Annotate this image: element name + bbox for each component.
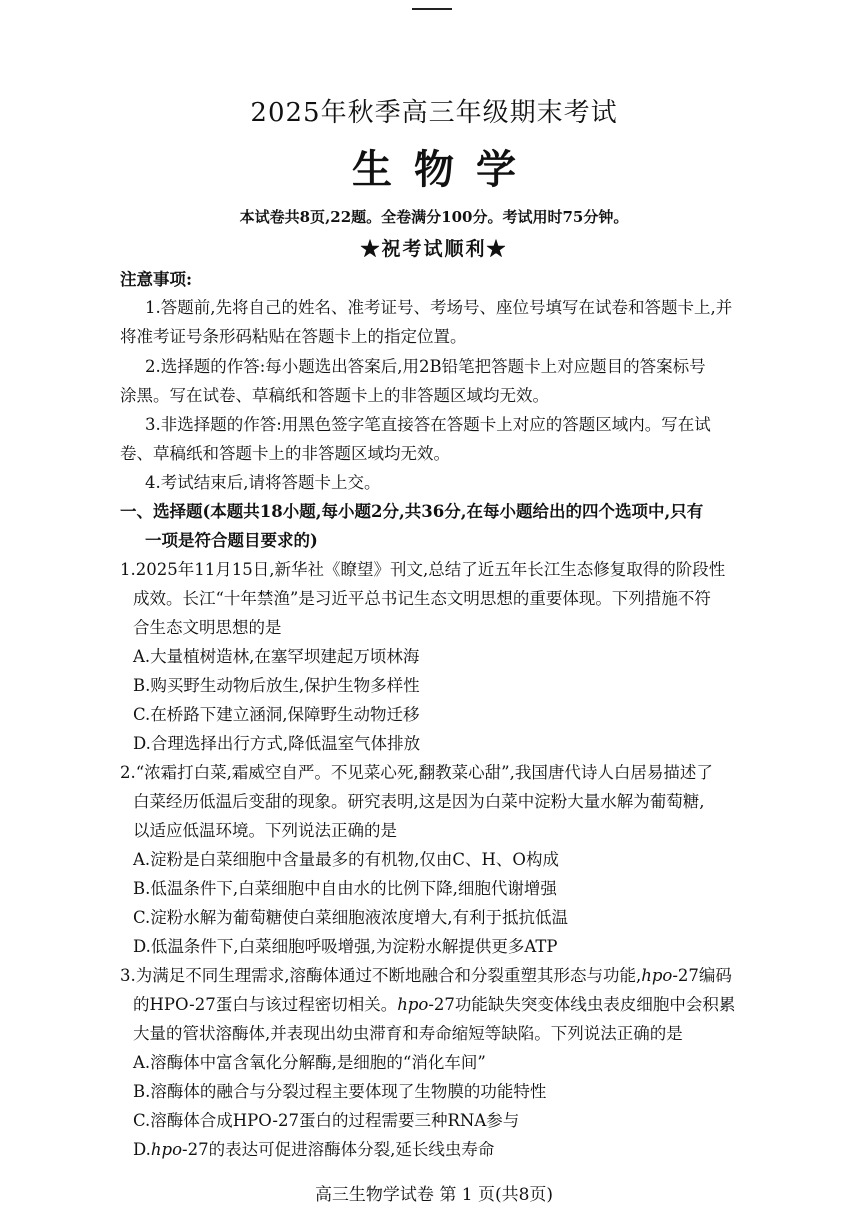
q2-stem-line-1: 2.“浓霜打白菜,霜威空自严。不见菜心死,翻教菜心甜”,我国唐代诗人白居易描述了 xyxy=(120,763,713,782)
note-3-line-1: 3.非选择题的作答:用黑色签字笔直接答在答题卡上对应的答题区域内。写在试 xyxy=(145,415,711,434)
q3-stem-line-1 xyxy=(120,964,732,988)
gene-name: hpo xyxy=(150,1140,183,1159)
q2-option-c: C.淀粉水解为葡萄糖使白菜细胞液浓度增大,有利于抵抗低温 xyxy=(133,908,569,927)
q2-option-d: D.低温条件下,白菜细胞呼吸增强,为淀粉水解提供更多ATP xyxy=(133,937,558,956)
q2-stem-line-2: 白菜经历低温后变甜的现象。研究表明,这是因为白菜中淀粉大量水解为葡萄糖, xyxy=(133,792,705,811)
q3-stem-line-3: 大量的管状溶酶体,并表现出幼虫滞育和寿命缩短等缺陷。下列说法正确的是 xyxy=(133,1024,683,1043)
note-3-line-2: 卷、草稿纸和答题卡上的非答题区域均无效。 xyxy=(120,444,450,463)
page-footer: 高三生物学试卷 第 1 页(共8页) xyxy=(314,1185,554,1205)
q3-stem-line-2 xyxy=(133,993,735,1017)
section-heading-line-1: 一、选择题(本题共18小题,每小题2分,共36分,在每小题给出的四个选项中,只有 xyxy=(120,502,704,521)
q3-option-d-label: D. xyxy=(133,1140,151,1159)
q2-option-a: A.淀粉是白菜细胞中含量最多的有机物,仅由C、H、O构成 xyxy=(133,850,559,869)
gene-name: hpo xyxy=(641,966,673,985)
q1-option-d: D.合理选择出行方式,降低温室气体排放 xyxy=(133,734,421,753)
note-2-line-1: 2.选择题的作答:每小题选出答案后,用2B铅笔把答题卡上对应题目的答案标号 xyxy=(145,357,706,376)
gene-name: hpo xyxy=(397,995,429,1014)
blessing: ★祝考试顺利★ xyxy=(360,238,508,260)
subject-title: 生物学 xyxy=(352,146,538,193)
note-4: 4.考试结束后,请将答题卡上交。 xyxy=(145,473,381,492)
q1-stem-line-1: 1.2025年11月15日,新华社《瞭望》刊文,总结了近五年长江生态修复取得的阶段性 xyxy=(120,560,726,579)
q3-stem-line-2-pre: 的HPO-27蛋白与该过程密切相关。 xyxy=(133,995,398,1014)
q3-option-b: B.溶酶体的融合与分裂过程主要体现了生物膜的功能特性 xyxy=(133,1082,547,1101)
note-2-line-2: 涂黑。写在试卷、草稿纸和答题卡上的非答题区域均无效。 xyxy=(120,386,549,405)
notes-heading: 注意事项: xyxy=(120,270,193,289)
q3-option-c: C.溶酶体合成HPO-27蛋白的过程需要三种RNA参与 xyxy=(133,1111,520,1130)
q1-option-c: C.在桥路下建立涵洞,保障野生动物迁移 xyxy=(133,705,420,724)
q2-stem-line-3: 以适应低温环境。下列说法正确的是 xyxy=(133,821,397,840)
section-heading-line-2: 一项是符合题目要求的) xyxy=(145,531,318,550)
note-1-line-1: 1.答题前,先将自己的姓名、准考证号、考场号、座位号填写在试卷和答题卡上,并 xyxy=(145,298,733,317)
q3-option-a: A.溶酶体中富含氧化分解酶,是细胞的“消化车间” xyxy=(133,1053,486,1072)
note-1-line-2: 将准考证号条形码粘贴在答题卡上的指定位置。 xyxy=(120,327,467,346)
q3-option-d-text: -27的表达可促进溶酶体分裂,延长线虫寿命 xyxy=(182,1140,495,1159)
q1-option-a: A.大量植树造林,在塞罕坝建起万顷林海 xyxy=(133,647,420,666)
top-rule xyxy=(412,8,452,10)
q2-option-b: B.低温条件下,白菜细胞中自由水的比例下降,细胞代谢增强 xyxy=(133,879,557,898)
q3-stem-line-1-post: -27编码 xyxy=(672,966,732,985)
exam-title: 2025年秋季高三年级期末考试 xyxy=(250,98,618,128)
q1-stem-line-3: 合生态文明思想的是 xyxy=(133,618,282,637)
q3-stem-line-1-pre: 3.为满足不同生理需求,溶酶体通过不断地融合和分裂重塑其形态与功能, xyxy=(120,966,642,985)
q1-stem-line-2: 成效。长江“十年禁渔”是习近平总书记生态文明思想的重要体现。下列措施不符 xyxy=(133,589,711,608)
q3-stem-line-2-post: -27功能缺失突变体线虫表皮细胞中会积累 xyxy=(428,995,736,1014)
q1-option-b: B.购买野生动物后放生,保护生物多样性 xyxy=(133,676,420,695)
q3-option-d xyxy=(133,1138,494,1162)
exam-info: 本试卷共8页,22题。全卷满分100分。考试用时75分钟。 xyxy=(239,208,629,226)
